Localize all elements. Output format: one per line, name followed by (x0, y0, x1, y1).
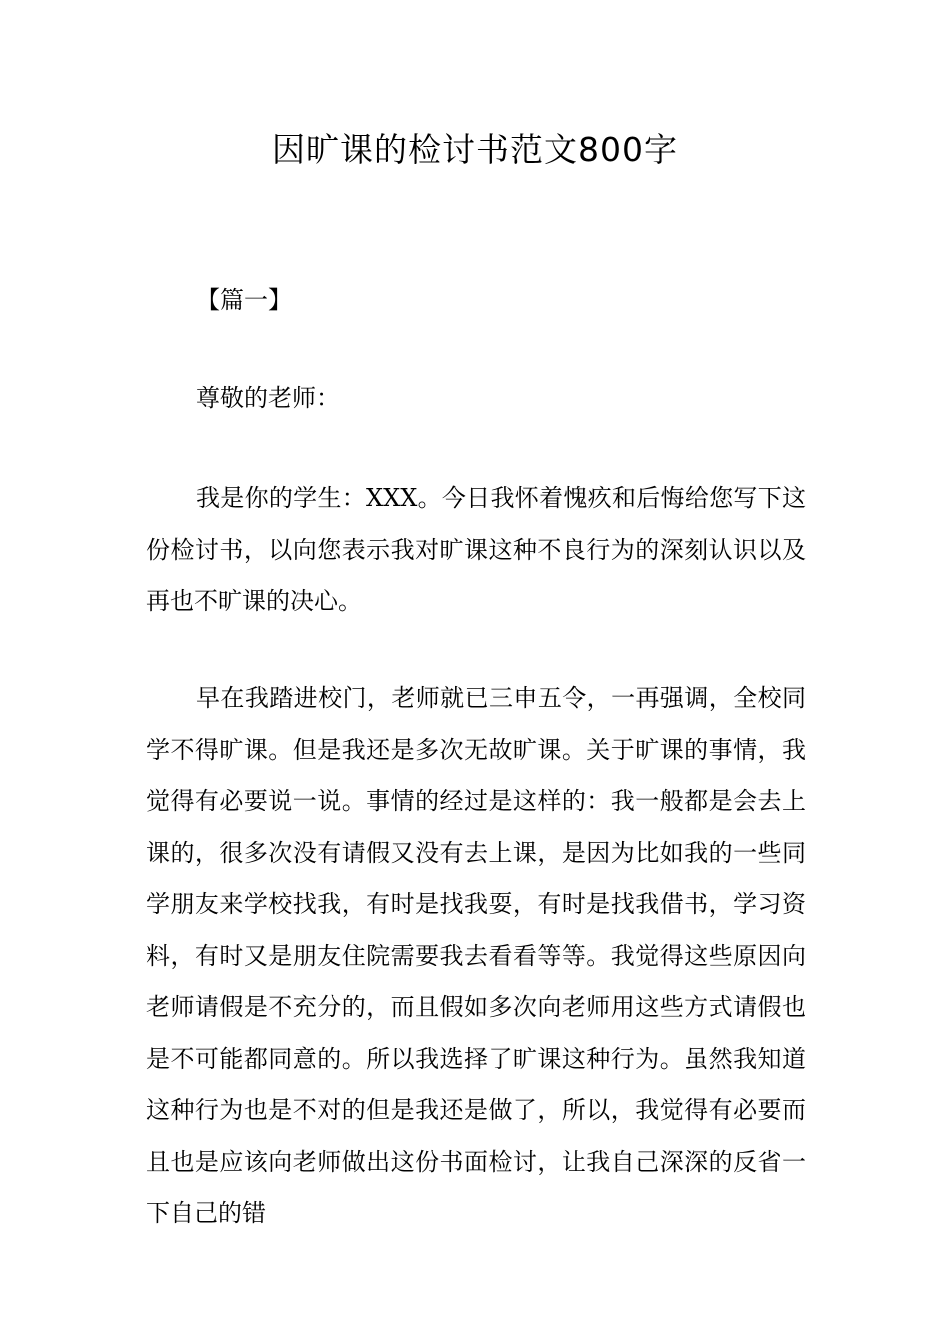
document-title: 因旷课的检讨书范文800字 (272, 130, 678, 169)
section-heading: 【篇一】 (196, 286, 292, 314)
paragraph-1: 我是你的学生：XXX。今日我怀着愧疚和后悔给您写下这份检讨书，以向您表示我对旷课这种不良行为的深刻认识以及再也不旷课的决心。 (146, 484, 806, 615)
paragraph-2: 早在我踏进校门，老师就已三申五令，一再强调，全校同学不得旷课。但是我还是多次无故旷课。关于旷课的事情，我觉得有必要说一说。事情的经过是这样的：我一般都是会去上课的，很多次没有请假又没有去上课，是因为比如我的一些同学朋友来学校找我，有时是找我耍，有时是找我借书，学习资料，有时又是朋友住院需要我去看看等等。我觉得这些原因向老师请假是不充分的，而且假如多次向老师用这些方式请假也是不可能都同意的。所以我选择了旷课这种行为。虽然我知道这种行为也是不对的但是我还是做了，所以，我觉得有必要而且也是应该向老师做出这份书面检讨，让我自己深深的反省一下自己的错 (146, 684, 806, 1227)
salutation: 尊敬的老师： (196, 384, 340, 412)
